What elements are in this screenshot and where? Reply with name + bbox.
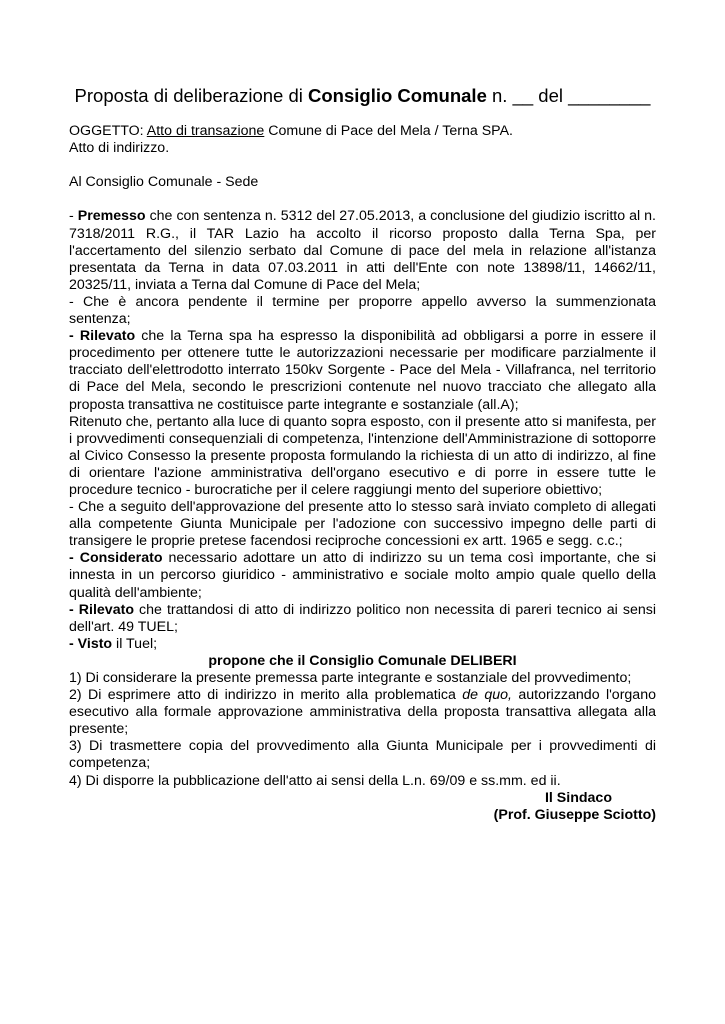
rilevato-keyword-2: - Rilevato	[69, 601, 134, 618]
paragraph-rilevato-2: - Rilevato che trattandosi di atto di indirizzo politico non necessita di pareri tecnico ai sensi dell'art. 49 TUEL;	[69, 601, 657, 635]
paragraph-pendente: - Che è ancora pendente il termine per proporre appello avverso la summenzionata sentenza;	[69, 293, 656, 328]
recipient: Al Consiglio Comunale - Sede	[69, 174, 259, 191]
signature-name: (Prof. Giuseppe Sciotto)	[493, 806, 656, 823]
item-3: 3) Di trasmettere copia del provvedimento alla Giunta Municipale per i provvedimenti di competenza;	[69, 738, 656, 772]
item-1: 1) Di considerare la presente premessa parte integrante e sostanziale del provvedimento;	[69, 670, 632, 686]
oggetto-line2: Atto di indirizzo.	[69, 140, 170, 157]
rilevato-keyword: - Rilevato	[69, 328, 136, 345]
document-body	[69, 123, 656, 824]
title-suffix: n. __ del ________	[486, 85, 651, 106]
visto-keyword: - Visto	[69, 635, 113, 652]
oggetto-line	[69, 123, 656, 140]
paragraph-approvazione: - Che a seguito dell'approvazione del presente atto lo stesso sarà inviato completo di allegati alla competente Giunta Municipale per l'adozione con successivo impegno delle parti di transigere le proprie pretese facendosi reciproche concessioni ex artt. 1965 e segg. c.c.;	[69, 499, 656, 550]
paragraph-visto: - Visto il Tuel;	[69, 635, 158, 652]
considerato-keyword: - Considerato	[69, 550, 163, 567]
premesso-keyword: Premesso	[77, 208, 146, 225]
item-2: 2) Di esprimere atto di indirizzo in merito alla problematica de quo, autorizzando l'organo esecutivo alla formale approvazione amministrativa della proposta transattiva allegata alla presente;	[69, 687, 656, 738]
oggetto-label: OGGETTO:	[69, 123, 147, 139]
signature-role: Il Sindaco	[544, 789, 612, 806]
paragraph-ritenuto: Ritenuto che, pertanto alla luce di quanto sopra esposto, con il presente atto si manifesta, per i provvedimenti consequenziali di competenza, l'intenzione dell'Amministrazione di sottoporre al Civico Consesso la presente proposta formulando la richiesta di un atto di indirizzo, al fine di orientare l'azione amministrativa dell'organo esecutivo e di porre in essere tutte le procedure tecnico - burocratiche per il celere raggiungi mento del superiore obiettivo;	[69, 413, 656, 498]
paragraph-rilevato-1: - Rilevato che la Terna spa ha espresso la disponibilità ad obbligarsi a porre in essere il procedimento per ottenere tutte le autorizzazioni necessarie per modificare parzialmente il tracciato dell'elettrodotto interrato 150kv Sorgente - Pace del Mela - Villafranca, nel territorio di Pace del Mela, secondo le prescrizioni contenute nel nuovo tracciato che allegato alla proposta transattiva ne costituisce parte integrante e sostanziale (all.A);	[69, 328, 656, 413]
paragraph-premesso: - Premesso che con sentenza n. 5312 del 27.05.2013, a conclusione del giudizio iscritto al n. 7318/2011 R.G., il TAR Lazio ha accolto il ricorso proposto dalla Terna Spa, per l'accertamento del silenzio serbato dal Comune di pace del mela in relazione all'istanza presentata da Terna in data 07.03.2011 in atti dell'Ente con note 13898/11, 14662/11, 20325/11, inviata a Terna dal Comune di Pace del Mela;	[69, 208, 656, 293]
paragraph-considerato: - Considerato necessario adottare un atto di indirizzo su un tema così importante, che si innesta in un percorso giuridico - amministrativo e sociale molto ampio quale quello della qualità dell'ambiente;	[69, 550, 657, 601]
document-title	[0, 85, 725, 107]
oggetto-rest: Comune di Pace del Mela / Terna SPA.	[264, 123, 513, 139]
de-quo-italic: de quo,	[462, 687, 512, 704]
propone-heading: propone che il Consiglio Comunale DELIBERI	[208, 652, 517, 669]
oggetto-underlined: Atto di transazione	[146, 123, 265, 139]
title-bold: Consiglio Comunale	[308, 85, 487, 106]
item-4: 4) Di disporre la pubblicazione dell'atto ai sensi della L.n. 69/09 e ss.mm. ed ii.	[69, 772, 561, 789]
title-prefix: Proposta di deliberazione di	[74, 85, 309, 106]
